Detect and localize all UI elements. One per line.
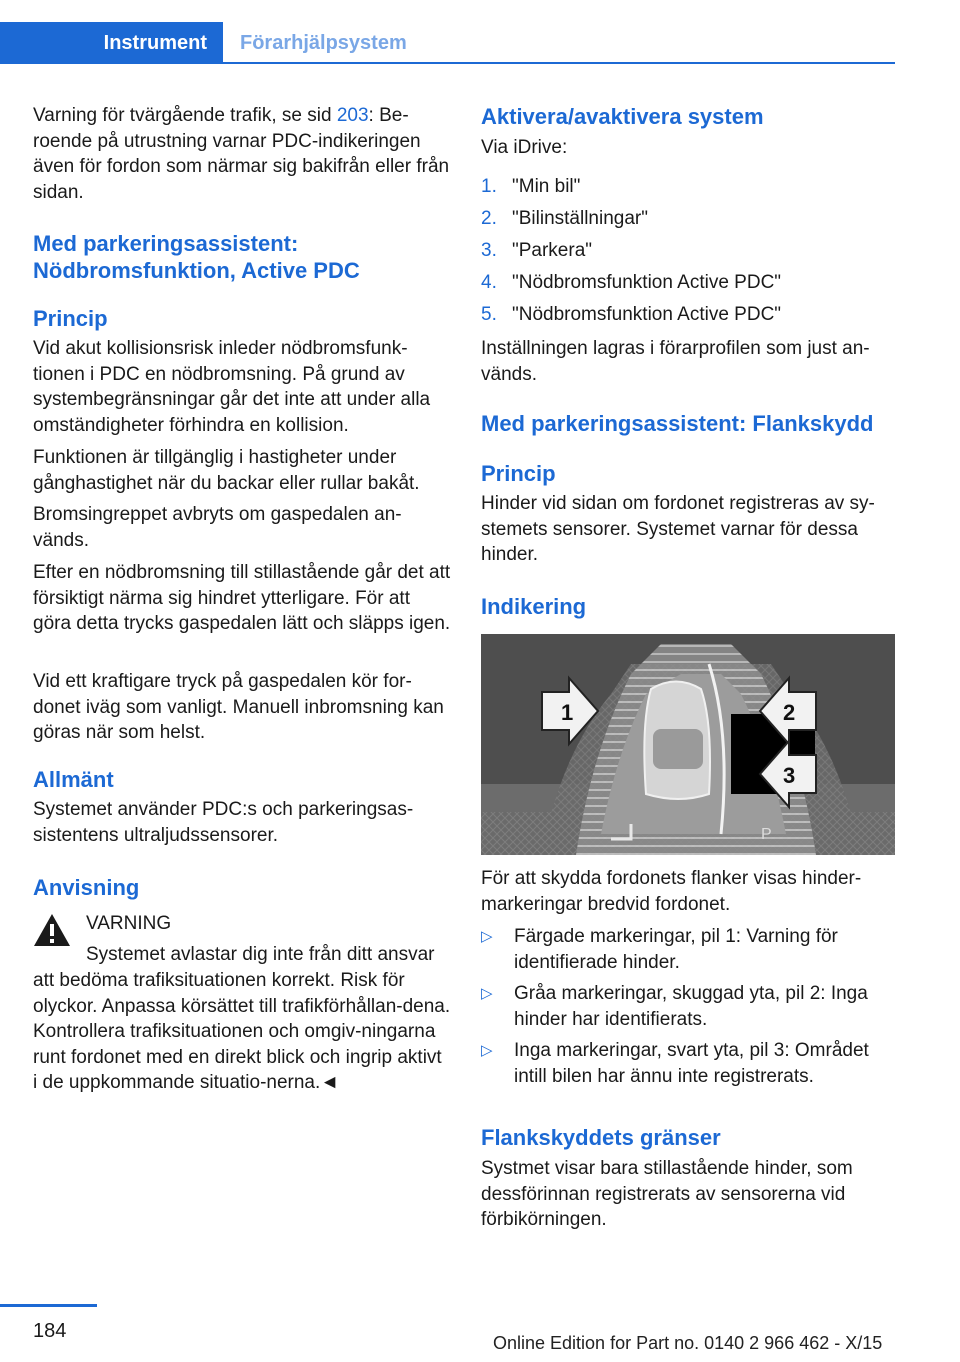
step-number: 2. — [481, 208, 497, 229]
princip-heading: Princip — [33, 306, 108, 331]
warning-title: VARNING — [86, 913, 172, 934]
marking-bullets — [481, 924, 895, 1095]
footer-rule — [0, 1304, 97, 1307]
triangle-bullet-icon: ▷ — [481, 1042, 493, 1059]
princip-paragraph-right: Hinder vid sidan om fordonet registreras av sy‐stemets sensorer. Systemet varnar för dessa hinder. — [481, 493, 875, 565]
granser-heading: Flankskyddets gränser — [481, 1125, 721, 1150]
arrow-label-3: 3 — [783, 763, 796, 788]
warning-triangle-icon — [33, 913, 71, 947]
step-text: "Bilinställningar" — [512, 208, 648, 229]
granser-paragraph: Systmet visar bara stillastående hinder, som dessförinnan registrerats av sensorerna vid förbikörningen. — [481, 1158, 853, 1230]
warning-first-line: Systemet avlastar dig inte från ditt ansvar — [86, 944, 435, 965]
list-item — [481, 206, 895, 238]
princip-paragraph-3: Bromsingreppet avbryts om gaspedalen an‐vänds. — [33, 504, 402, 551]
parking-display-illustration — [481, 634, 895, 855]
step-number: 4. — [481, 272, 497, 293]
edition-footer: Online Edition for Part no. 0140 2 966 462 - X/15 — [493, 1333, 883, 1353]
step-number: 3. — [481, 240, 497, 261]
princip-paragraph-5: Vid ett kraftigare tryck på gaspedalen kör for‐donet iväg som vanligt. Manuell inbromsning kan göras när som helst. — [33, 671, 444, 743]
intro-text-rest: : Be‐roende på utrustning varnar PDC-indikeringen även för fordon som närmar sig bakifrån eller från sidan. — [33, 105, 450, 203]
step-number: 5. — [481, 304, 497, 325]
list-item — [481, 1038, 895, 1089]
anvisning-heading: Anvisning — [33, 875, 140, 900]
idrive-steps — [481, 174, 895, 334]
warning-text: att bedöma trafiksituationen korrekt. Risk för olyckor. Anpassa körsättet till trafikförhållan‐dena. Kontrollera trafiksituationen och omgiv‐ningarna runt fordonet med en direkt blick och ingrip aktivt i de uppkommande situatio‐nerna.◄ — [33, 970, 451, 1093]
bullet-text: Gråa markeringar, skuggad yta, pil 2: Inga hinder har identifierats. — [514, 983, 868, 1030]
allmant-paragraph: Systemet använder PDC:s och parkeringsas‐sistentens ultraljudssensorer. — [33, 799, 414, 846]
step-text: "Parkera" — [512, 240, 593, 261]
section-title-flankskydd: Med parkeringsassistent: Flankskydd — [481, 411, 874, 436]
intro-text: Varning för tvärgående trafik, se sid — [33, 105, 337, 126]
section-title-nodbroms: Med parkeringsassistent: Nödbromsfunktion, Active PDC — [33, 231, 360, 283]
indikering-heading: Indikering — [481, 594, 587, 619]
list-item — [481, 238, 895, 270]
step-text: "Min bil" — [512, 176, 581, 197]
chapter-tabs — [0, 22, 895, 64]
tab-forarhjalpsystem[interactable]: Förarhjälpsystem — [240, 32, 407, 54]
step-text: "Nödbromsfunktion Active PDC" — [512, 272, 782, 293]
list-item — [481, 981, 895, 1032]
list-item — [481, 924, 895, 975]
princip-heading-right: Princip — [481, 461, 556, 486]
triangle-bullet-icon: ▷ — [481, 928, 493, 945]
page-number: 184 — [33, 1320, 67, 1342]
intro-paragraph — [33, 103, 451, 205]
step-text: "Nödbromsfunktion Active PDC" — [512, 304, 782, 325]
setting-saved-note: Inställningen lagras i förarprofilen som just an‐vänds. — [481, 338, 870, 385]
bullet-text: Inga markeringar, svart yta, pil 3: Området intill bilen har ännu inte registrerats. — [514, 1040, 869, 1087]
princip-paragraph-2: Funktionen är tillgänglig i hastigheter under gånghastighet när du backar eller rullar bakåt. — [33, 447, 420, 494]
triangle-bullet-icon: ▷ — [481, 985, 493, 1002]
svg-text:P: P — [761, 826, 772, 843]
princip-paragraph-1: Vid akut kollisionsrisk inleder nödbromsfunk‐tionen i PDC en nödbromsning. På grund av systembegränsningar går det inte att under alla omständigheter förhindra en kollision. — [33, 338, 431, 436]
aktivera-heading: Aktivera/avaktivera system — [481, 104, 764, 129]
princip-paragraph-4: Efter en nödbromsning till stillastående går det att försiktigt närma sig hindret ytterligare. För att göra detta trycks gaspedalen lätt och släpps igen. — [33, 562, 451, 634]
via-idrive: Via iDrive: — [481, 137, 568, 158]
list-item — [481, 270, 895, 302]
allmant-heading: Allmänt — [33, 767, 114, 792]
step-number: 1. — [481, 176, 497, 197]
list-item — [481, 302, 895, 334]
flank-protection-display-image — [481, 634, 895, 855]
tab-instrument[interactable]: Instrument — [0, 22, 223, 62]
arrow-label-1: 1 — [561, 700, 574, 725]
bullet-text: Färgade markeringar, pil 1: Varning för identifierade hinder. — [514, 926, 838, 973]
arrow-label-2: 2 — [783, 700, 796, 725]
page-link-203[interactable]: 203 — [336, 105, 369, 126]
figure-caption-text: För att skydda fordonets flanker visas hinder‐markeringar bredvid fordonet. — [481, 868, 862, 915]
list-item — [481, 174, 895, 206]
